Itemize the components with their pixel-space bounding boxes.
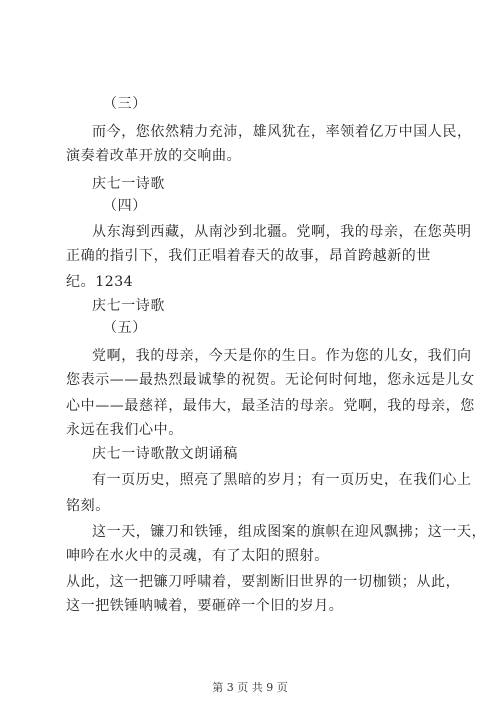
section-title: 庆七一诗歌散文朗诵稿	[92, 446, 238, 462]
paragraph-line: 党啊，我的母亲，今天是你的生日。作为您的儿女，我们向	[92, 348, 472, 364]
paragraph-line: 纪。1234	[66, 274, 134, 290]
paragraph-line: 铭刻。	[66, 498, 110, 514]
section-title: 庆七一诗歌	[92, 176, 165, 192]
paragraph-line: 这一天，镰刀和铁锤，组成图案的旗帜在迎风飘拂；这一天，	[92, 524, 487, 540]
section-heading: （五）	[103, 320, 147, 336]
paragraph-line: 心中——最慈祥，最伟大，最圣洁的母亲。党啊，我的母亲，您	[66, 398, 475, 414]
section-heading: （三）	[103, 96, 147, 112]
paragraph-line: 而今，您依然精力充沛，雄风犹在，率领着亿万中国人民，	[92, 124, 472, 140]
paragraph-line: 您表示——最热烈最诚挚的祝贺。无论何时何地，您永远是儿女	[66, 372, 475, 388]
paragraph-line: 这一把铁锤呐喊着，要砸碎一个旧的岁月。	[66, 598, 344, 614]
paragraph-line: 从此，这一把镰刀呼啸着，要割断旧世界的一切枷锁；从此，	[66, 574, 461, 590]
paragraph-line: 有一页历史，照亮了黑暗的岁月；有一页历史，在我们心上	[92, 472, 472, 488]
section-title: 庆七一诗歌	[92, 298, 165, 314]
section-heading: （四）	[103, 198, 147, 214]
page-number-footer: 第 3 页 共 9 页	[212, 681, 288, 694]
paragraph-line: 从东海到西藏，从南沙到北疆。党啊，我的母亲，在您英明	[92, 224, 472, 240]
paragraph-line: 呻吟在水火中的灵魂，有了太阳的照射。	[66, 548, 329, 564]
paragraph-line: 演奏着改革开放的交响曲。	[66, 148, 242, 164]
paragraph-line: 永远在我们心中。	[66, 422, 183, 438]
paragraph-line: 正确的指引下，我们正唱着春天的故事，昂首跨越新的世	[66, 248, 431, 264]
